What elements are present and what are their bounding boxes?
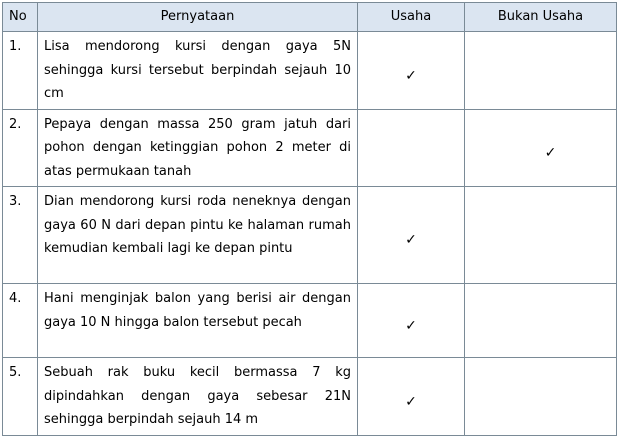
header-work: Usaha — [358, 3, 465, 32]
table-row — [3, 109, 617, 187]
not-work-cell — [465, 109, 617, 187]
checkmark-icon: ✓ — [405, 67, 417, 84]
row-statement: Sebuah rak buku kecil bermassa 7 kg dipindahkan dengan gaya sebesar 21N sehingga berpindah sejauh 14 m — [38, 358, 358, 436]
not-work-cell — [465, 284, 617, 358]
row-number: 2. — [3, 109, 38, 187]
work-cell — [358, 187, 465, 284]
classification-table — [2, 2, 617, 436]
row-statement: Hani menginjak balon yang berisi air dengan gaya 10 N hingga balon tersebut pecah — [38, 284, 358, 358]
table-row — [3, 284, 617, 358]
checkmark-icon: ✓ — [405, 317, 417, 334]
work-cell — [358, 32, 465, 110]
row-number: 3. — [3, 187, 38, 284]
header-statement: Pernyataan — [38, 3, 358, 32]
not-work-cell — [465, 358, 617, 436]
table-row — [3, 358, 617, 436]
work-cell — [358, 109, 465, 187]
table-row — [3, 187, 617, 284]
checkmark-icon: ✓ — [405, 232, 417, 249]
checkmark-icon: ✓ — [544, 145, 557, 161]
row-number: 4. — [3, 284, 38, 358]
row-number: 1. — [3, 32, 38, 110]
row-statement: Pepaya dengan massa 250 gram jatuh dari pohon dengan ketinggian pohon 2 meter di atas permukaan tanah — [38, 109, 358, 187]
header-not-work: Bukan Usaha — [465, 3, 617, 32]
header-row — [3, 3, 617, 32]
not-work-cell — [465, 32, 617, 110]
work-cell — [358, 358, 465, 436]
work-cell — [358, 284, 465, 358]
not-work-cell — [465, 187, 617, 284]
header-no: No — [3, 3, 38, 32]
table-row — [3, 32, 617, 110]
row-statement: Dian mendorong kursi roda neneknya dengan gaya 60 N dari depan pintu ke halaman rumah kemudian kembali lagi ke depan pintu — [38, 187, 358, 284]
row-number: 5. — [3, 358, 38, 436]
checkmark-icon: ✓ — [405, 393, 417, 410]
row-statement: Lisa mendorong kursi dengan gaya 5N sehingga kursi tersebut berpindah sejauh 10 cm — [38, 32, 358, 110]
